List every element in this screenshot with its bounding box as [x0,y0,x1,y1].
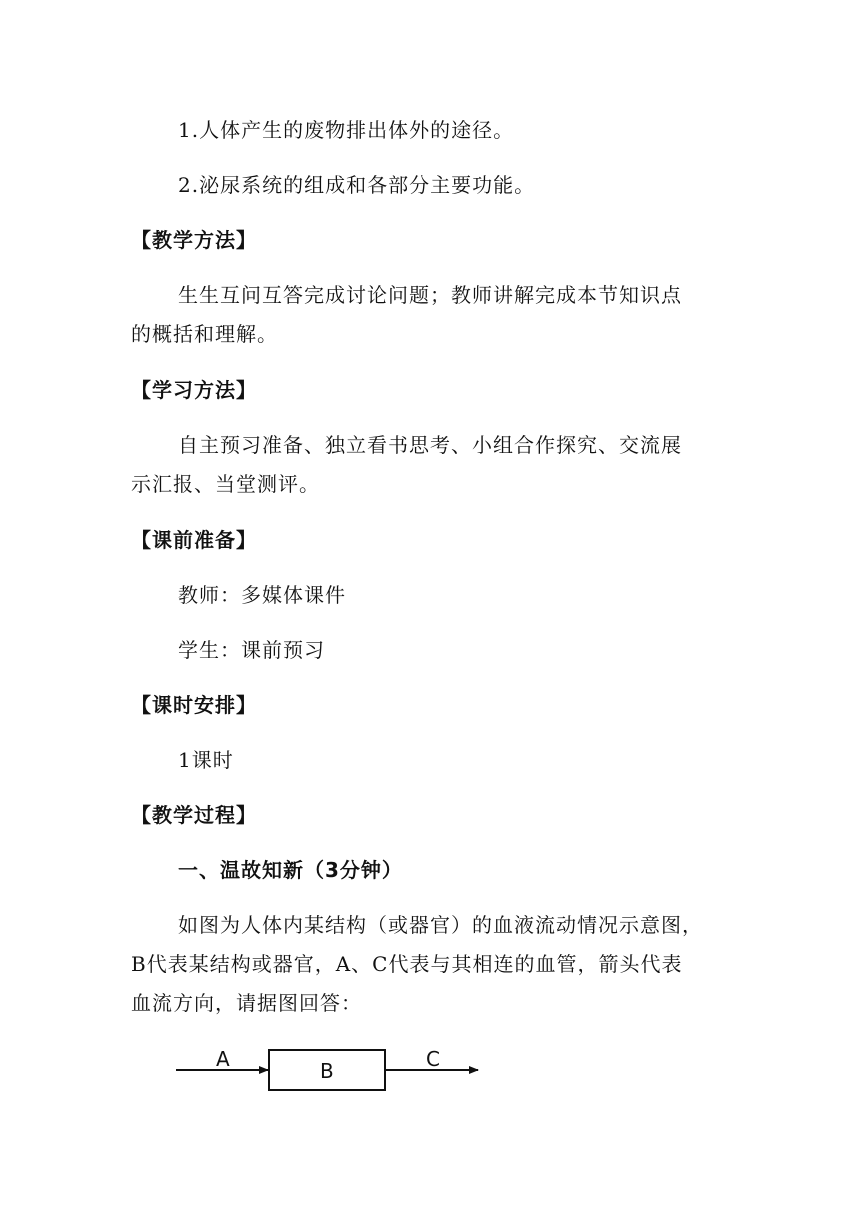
heading-teaching-method: 【教学方法】 [131,228,257,252]
schedule-value: 1课时 [178,748,234,772]
preparation-teacher: 教师：多媒体课件 [178,583,346,607]
blood-flow-diagram [170,1040,490,1100]
question-line-1: 如图为人体内某结构（或器官）的血液流动情况示意图， [178,913,703,937]
heading-learning-method: 【学习方法】 [131,378,257,402]
objective-2: 2.泌尿系统的组成和各部分主要功能。 [178,173,536,197]
question-line-3: 血流方向，请据图回答： [131,991,362,1015]
label-a: A [216,1047,230,1071]
label-c: C [426,1047,440,1071]
heading-preparation: 【课前准备】 [131,528,257,552]
question-line-2: B代表某结构或器官，A、C代表与其相连的血管，箭头代表 [131,952,683,976]
teaching-method-line-2: 的概括和理解。 [131,322,278,346]
preparation-student: 学生：课前预习 [178,638,325,662]
learning-method-line-1: 自主预习准备、独立看书思考、小组合作探究、交流展 [178,433,682,457]
teaching-method-line-1: 生生互问互答完成讨论问题；教师讲解完成本节知识点 [178,283,682,307]
learning-method-line-2: 示汇报、当堂测评。 [131,472,320,496]
objective-1: 1.人体产生的废物排出体外的途径。 [178,118,515,142]
label-b: B [320,1059,334,1083]
heading-schedule: 【课时安排】 [131,693,257,717]
heading-process: 【教学过程】 [131,803,257,827]
section-title-review: 一、温故知新（3分钟） [178,858,403,882]
